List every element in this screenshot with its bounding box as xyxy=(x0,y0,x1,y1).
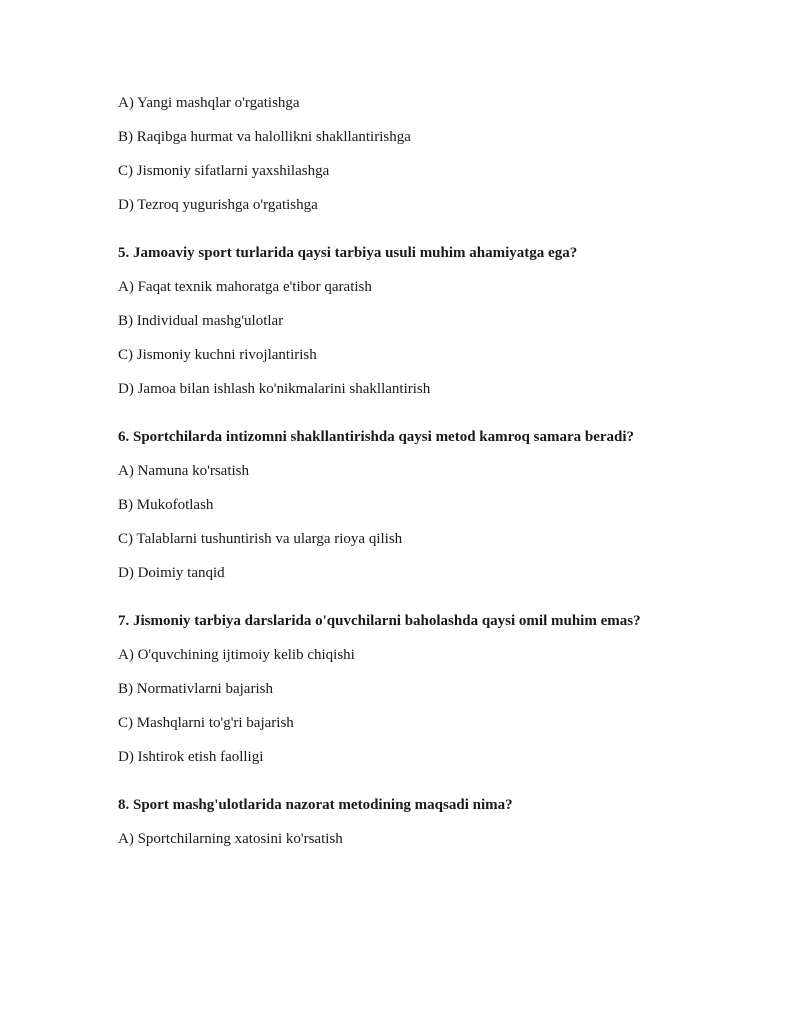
option-text: A) Namuna ko'rsatish xyxy=(118,463,250,479)
option-text: A) Faqat texnik mahoratga e'tibor qaratish xyxy=(118,279,372,295)
option-text: D) Jamoa bilan ishlash ko'nikmalarini shakllantirish xyxy=(118,381,431,397)
option-text: B) Normativlarni bajarish xyxy=(118,681,273,697)
option-text: A) Yangi mashqlar o'rgatishga xyxy=(118,95,300,111)
option-text: C) Jismoniy sifatlarni yaxshilashga xyxy=(118,163,330,179)
option-text: B) Mukofotlash xyxy=(118,497,214,513)
option-text: D) Doimiy tanqid xyxy=(118,565,225,581)
option-text: A) Sportchilarning xatosini ko'rsatish xyxy=(118,831,343,847)
option-text: C) Talablarni tushuntirish va ularga rioya qilish xyxy=(118,531,403,547)
question-text: 5. Jamoaviy sport turlarida qaysi tarbiya usuli muhim ahamiyatga ega? xyxy=(118,245,578,261)
option-text: B) Raqibga hurmat va halollikni shakllantirishga xyxy=(118,129,411,145)
document-page xyxy=(118,94,758,864)
option-text: D) Ishtirok etish faolligi xyxy=(118,749,264,765)
option-text: C) Mashqlarni to'g'ri bajarish xyxy=(118,715,294,731)
question-text: 7. Jismoniy tarbiya darslarida o'quvchilarni baholashda qaysi omil muhim emas? xyxy=(118,613,641,629)
option-text: C) Jismoniy kuchni rivojlantirish xyxy=(118,347,317,363)
question-text: 8. Sport mashg'ulotlarida nazorat metodining maqsadi nima? xyxy=(118,797,513,813)
option-text: B) Individual mashg'ulotlar xyxy=(118,313,284,329)
question-text: 6. Sportchilarda intizomni shakllantirishda qaysi metod kamroq samara beradi? xyxy=(118,429,635,445)
option-text: A) O'quvchining ijtimoiy kelib chiqishi xyxy=(118,647,355,663)
option-text: D) Tezroq yugurishga o'rgatishga xyxy=(118,197,318,213)
